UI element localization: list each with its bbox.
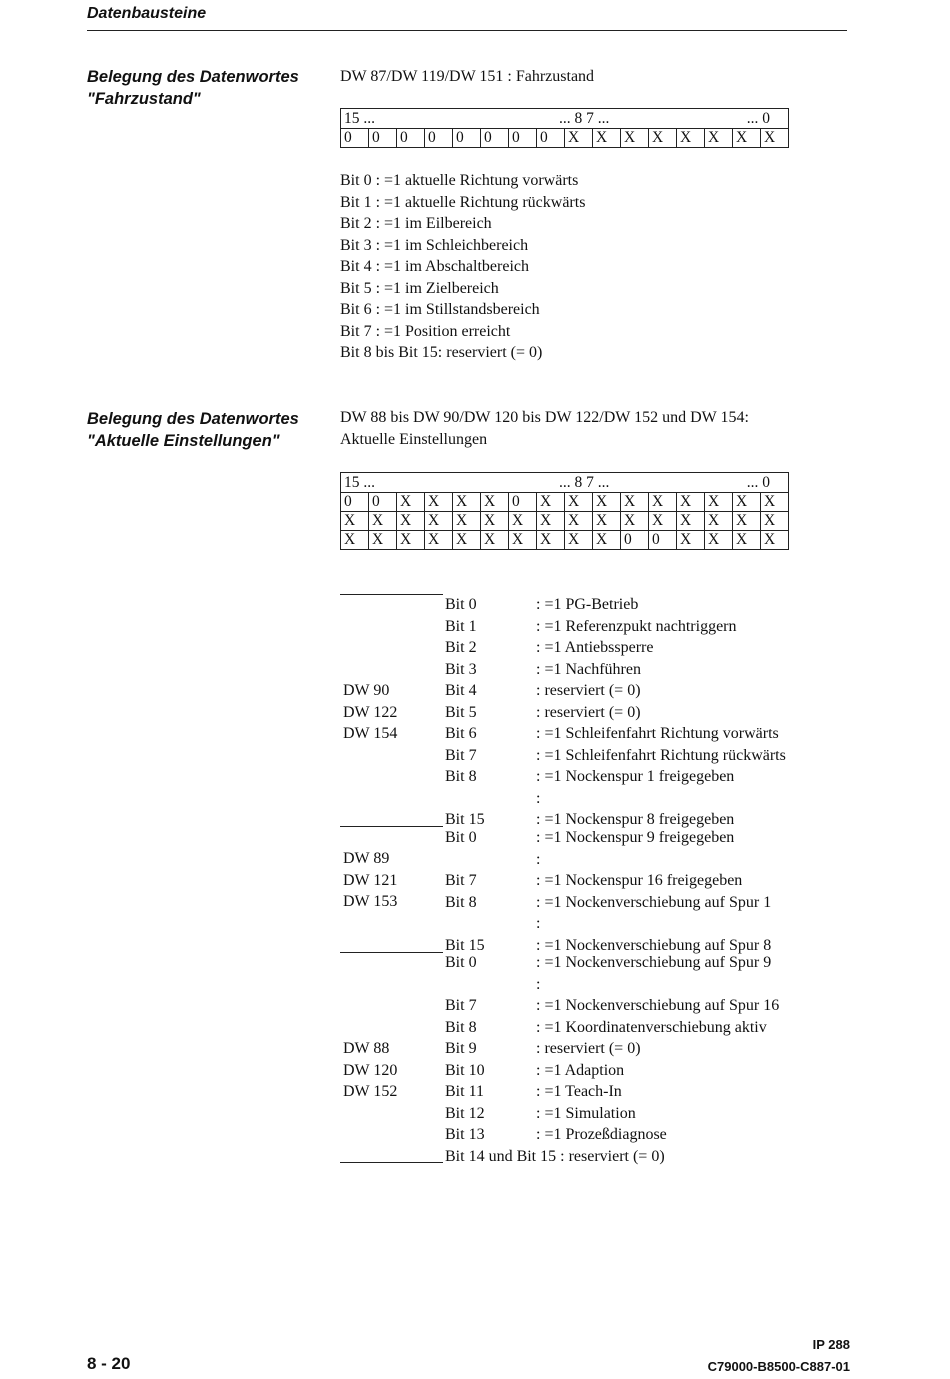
- bit-cell: 0: [509, 493, 537, 512]
- bit-cell: X: [537, 493, 565, 512]
- doc-number: C79000-B8500-C887-01: [707, 1359, 850, 1374]
- list-item: DW 88: [343, 1040, 390, 1057]
- bit-cell: X: [341, 531, 369, 550]
- bit-cell: X: [565, 129, 593, 148]
- bit-cell: X: [565, 493, 593, 512]
- bit-cell: 0: [341, 493, 369, 512]
- bit-cell: X: [537, 531, 565, 550]
- bit-header-15: 15 ...: [344, 110, 375, 127]
- list-item: Bit 5: [445, 703, 477, 721]
- list-item: [445, 849, 485, 871]
- list-item: Bit 6: [445, 725, 477, 742]
- list-item: : =1 Nockenspur 16 freigegeben: [536, 872, 743, 889]
- list-item: Bit 1: [445, 617, 477, 635]
- list-item: DW 90: [343, 682, 390, 699]
- bit-cell: X: [425, 512, 453, 531]
- bit-cell: X: [705, 493, 733, 512]
- list-item: Bit 8 bis Bit 15: reserviert (= 0): [340, 344, 543, 361]
- section2-heading-line2: Aktuelle Einstellungen: [340, 430, 488, 448]
- bit-cell: X: [397, 512, 425, 531]
- bit-cell: X: [425, 531, 453, 550]
- bit-table-header-row: [341, 109, 789, 129]
- list-item: DW 121: [343, 871, 398, 889]
- bit-cell: X: [649, 129, 677, 148]
- list-item: : =1 Simulation: [536, 1104, 636, 1122]
- list-item: Bit 11: [445, 1083, 484, 1100]
- group1-desc: [536, 594, 786, 831]
- bit-cell: X: [369, 531, 397, 550]
- bit-cell: X: [761, 493, 789, 512]
- bit-cell: X: [733, 512, 761, 531]
- group3-desc: [536, 952, 779, 1146]
- list-item: Bit 4 : =1 im Abschaltbereich: [340, 258, 529, 275]
- bit-cell: X: [341, 512, 369, 531]
- list-item: DW 153: [343, 893, 398, 910]
- bit-cell: 0: [425, 129, 453, 148]
- list-item: : =1 Nockenspur 8 freigegeben: [536, 811, 735, 828]
- bit-cell: X: [425, 493, 453, 512]
- list-item: : =1 PG-Betrieb: [536, 596, 639, 613]
- bit-table-row: [341, 129, 789, 148]
- list-item: Bit 1 : =1 aktuelle Richtung rückwärts: [340, 193, 586, 211]
- bit-cell: X: [677, 493, 705, 512]
- bit-cell: X: [593, 531, 621, 550]
- list-item: :: [536, 789, 541, 807]
- list-item: Bit 5 : =1 im Zielbereich: [340, 279, 499, 297]
- list-item: Bit 15: [445, 811, 485, 828]
- group2-bits: [445, 827, 485, 956]
- list-item: Bit 6 : =1 im Stillstandsbereich: [340, 301, 540, 318]
- list-item: : =1 Nockenverschiebung auf Spur 16: [536, 997, 780, 1014]
- list-item: : =1 Adaption: [536, 1061, 625, 1079]
- bit-cell: X: [733, 129, 761, 148]
- list-item: Bit 0: [445, 596, 477, 613]
- bit-cell: X: [649, 493, 677, 512]
- bit-cell: X: [705, 531, 733, 550]
- bit-cell: X: [733, 531, 761, 550]
- bit-table-row: [341, 531, 789, 550]
- bit-cell: X: [397, 493, 425, 512]
- list-item: DW 152: [343, 1083, 398, 1100]
- fahrzustand-bit-table: [340, 108, 789, 148]
- bit-cell: X: [509, 531, 537, 550]
- bit-header-8-7: ... 8 7 ...: [559, 474, 610, 491]
- list-item: Bit 2: [445, 639, 477, 656]
- list-item: Bit 7: [445, 997, 477, 1014]
- bit-cell: X: [397, 531, 425, 550]
- bit-cell: X: [677, 531, 705, 550]
- fahrzustand-bit-list: [340, 170, 585, 364]
- list-item: Bit 8: [445, 768, 477, 785]
- bit-table-row: [341, 493, 789, 512]
- group2-desc: [536, 827, 771, 956]
- section1-label-line1: Belegung des Datenwortes: [87, 68, 299, 86]
- list-item: : =1 Referenzpukt nachtriggern: [536, 617, 737, 635]
- bit-cell: X: [453, 531, 481, 550]
- bit-cell: X: [481, 493, 509, 512]
- list-item: Bit 7: [445, 872, 477, 889]
- bit-cell: X: [453, 512, 481, 531]
- list-item: Bit 3: [445, 660, 477, 678]
- list-item: Bit 13: [445, 1126, 485, 1143]
- group-divider: [340, 826, 443, 827]
- list-item: DW 89: [343, 850, 390, 867]
- bit-cell: X: [677, 129, 705, 148]
- list-item: Bit 7: [445, 746, 477, 764]
- group1-bits: [445, 594, 485, 831]
- bit-header-0: ... 0: [746, 110, 770, 127]
- list-item: : =1 Prozeßdiagnose: [536, 1126, 667, 1143]
- list-item: Bit 4: [445, 682, 477, 699]
- list-item: : =1 Nockenverschiebung auf Spur 9: [536, 954, 772, 971]
- bit-cell: X: [481, 531, 509, 550]
- section2-heading-line1: DW 88 bis DW 90/DW 120 bis DW 122/DW 152 und DW 154:: [340, 409, 749, 426]
- list-item: : =1 Koordinatenverschiebung aktiv: [536, 1018, 767, 1036]
- list-item: Bit 10: [445, 1061, 485, 1079]
- list-item: : =1 Nockenverschiebung auf Spur 1: [536, 893, 772, 911]
- list-item: Bit 0 : =1 aktuelle Richtung vorwärts: [340, 172, 579, 189]
- header-rule: [87, 30, 847, 31]
- bit-cell: X: [565, 512, 593, 531]
- list-item: Bit 7 : =1 Position erreicht: [340, 322, 511, 340]
- list-item: Bit 8: [445, 1018, 477, 1036]
- bit-cell: X: [509, 512, 537, 531]
- list-item: : =1 Nockenverschiebung auf Spur 8: [536, 936, 772, 954]
- list-item: Bit 0: [445, 954, 477, 971]
- bit-cell: X: [705, 129, 733, 148]
- list-item: : =1 Nachführen: [536, 660, 641, 678]
- bit-cell: X: [761, 512, 789, 531]
- bit-table-row: [341, 512, 789, 531]
- list-item: Bit 3 : =1 im Schleichbereich: [340, 236, 529, 254]
- bit-header-15: 15 ...: [344, 474, 375, 491]
- bit-cell: X: [649, 512, 677, 531]
- list-item: : =1 Teach-In: [536, 1083, 622, 1100]
- bit-table-header-row: [341, 473, 789, 493]
- bit-cell: 0: [649, 531, 677, 550]
- list-item: DW 154: [343, 725, 398, 742]
- list-item: : reserviert (= 0): [536, 703, 641, 721]
- list-item: : =1 Schleifenfahrt Richtung vorwärts: [536, 725, 779, 742]
- list-item: : reserviert (= 0): [536, 682, 641, 699]
- list-item: : =1 Nockenspur 1 freigegeben: [536, 768, 735, 785]
- list-item: Bit 12: [445, 1104, 485, 1122]
- group-divider: [340, 952, 443, 953]
- list-item: Bit 15: [445, 936, 485, 954]
- section2-label-line2: "Aktuelle Einstellungen": [87, 432, 280, 450]
- bit-cell: 0: [341, 129, 369, 148]
- bit-cell: X: [761, 531, 789, 550]
- list-item: Bit 14 und Bit 15 : reserviert (= 0): [445, 1147, 665, 1165]
- list-item: [445, 913, 485, 935]
- bit-header-8-7: ... 8 7 ...: [559, 110, 610, 127]
- header-title: Datenbausteine: [87, 5, 207, 22]
- bit-cell: 0: [481, 129, 509, 148]
- bit-cell: 0: [453, 129, 481, 148]
- section2-label-line1: Belegung des Datenwortes: [87, 410, 299, 428]
- section2-heading: [340, 407, 749, 450]
- group1-dw: [343, 680, 397, 745]
- bit-cell: X: [369, 512, 397, 531]
- list-item: :: [536, 850, 541, 868]
- bit-cell: X: [481, 512, 509, 531]
- bit-cell: X: [733, 493, 761, 512]
- bit-header-0: ... 0: [746, 474, 770, 491]
- bit-cell: 0: [369, 493, 397, 512]
- bit-cell: X: [537, 512, 565, 531]
- section1-label-line2: "Fahrzustand": [87, 90, 201, 108]
- section1-heading: DW 87/DW 119/DW 151 : Fahrzustand: [340, 68, 595, 85]
- group-divider: [340, 1162, 443, 1163]
- bit-cell: 0: [537, 129, 565, 148]
- bit-cell: X: [593, 512, 621, 531]
- bit-cell: X: [565, 531, 593, 550]
- page-number: 8 - 20: [87, 1354, 131, 1373]
- list-item: :: [536, 975, 541, 993]
- group3-dw: [343, 1038, 397, 1103]
- bit-cell: X: [761, 129, 789, 148]
- group-divider: [340, 594, 443, 595]
- bit-cell: 0: [397, 129, 425, 148]
- list-item: DW 120: [343, 1061, 398, 1079]
- bit-cell: X: [453, 493, 481, 512]
- bit-cell: X: [621, 512, 649, 531]
- bit-cell: 0: [621, 531, 649, 550]
- list-item: :: [536, 915, 541, 932]
- bit-cell: X: [621, 129, 649, 148]
- bit-cell: 0: [509, 129, 537, 148]
- list-item: : =1 Antiebssperre: [536, 639, 654, 656]
- list-item: : =1 Schleifenfahrt Richtung rückwärts: [536, 746, 786, 764]
- bit-cell: X: [593, 129, 621, 148]
- list-item: DW 122: [343, 703, 398, 721]
- section2-label: [87, 408, 299, 452]
- bit-cell: X: [705, 512, 733, 531]
- bit-cell: X: [593, 493, 621, 512]
- bit-cell: X: [621, 493, 649, 512]
- group2-dw: [343, 848, 397, 913]
- list-item: Bit 8: [445, 893, 477, 911]
- list-item: Bit 9: [445, 1040, 477, 1057]
- product-name: IP 288: [812, 1337, 850, 1352]
- einstellungen-bit-table: [340, 472, 789, 550]
- list-item: : reserviert (= 0): [536, 1040, 641, 1057]
- list-item: Bit 0: [445, 829, 477, 846]
- bit-cell: 0: [369, 129, 397, 148]
- list-item: : =1 Nockenspur 9 freigegeben: [536, 829, 735, 846]
- list-item: [445, 788, 485, 810]
- bit-cell: X: [677, 512, 705, 531]
- section1-label: [87, 66, 299, 110]
- list-item: Bit 2 : =1 im Eilbereich: [340, 215, 492, 232]
